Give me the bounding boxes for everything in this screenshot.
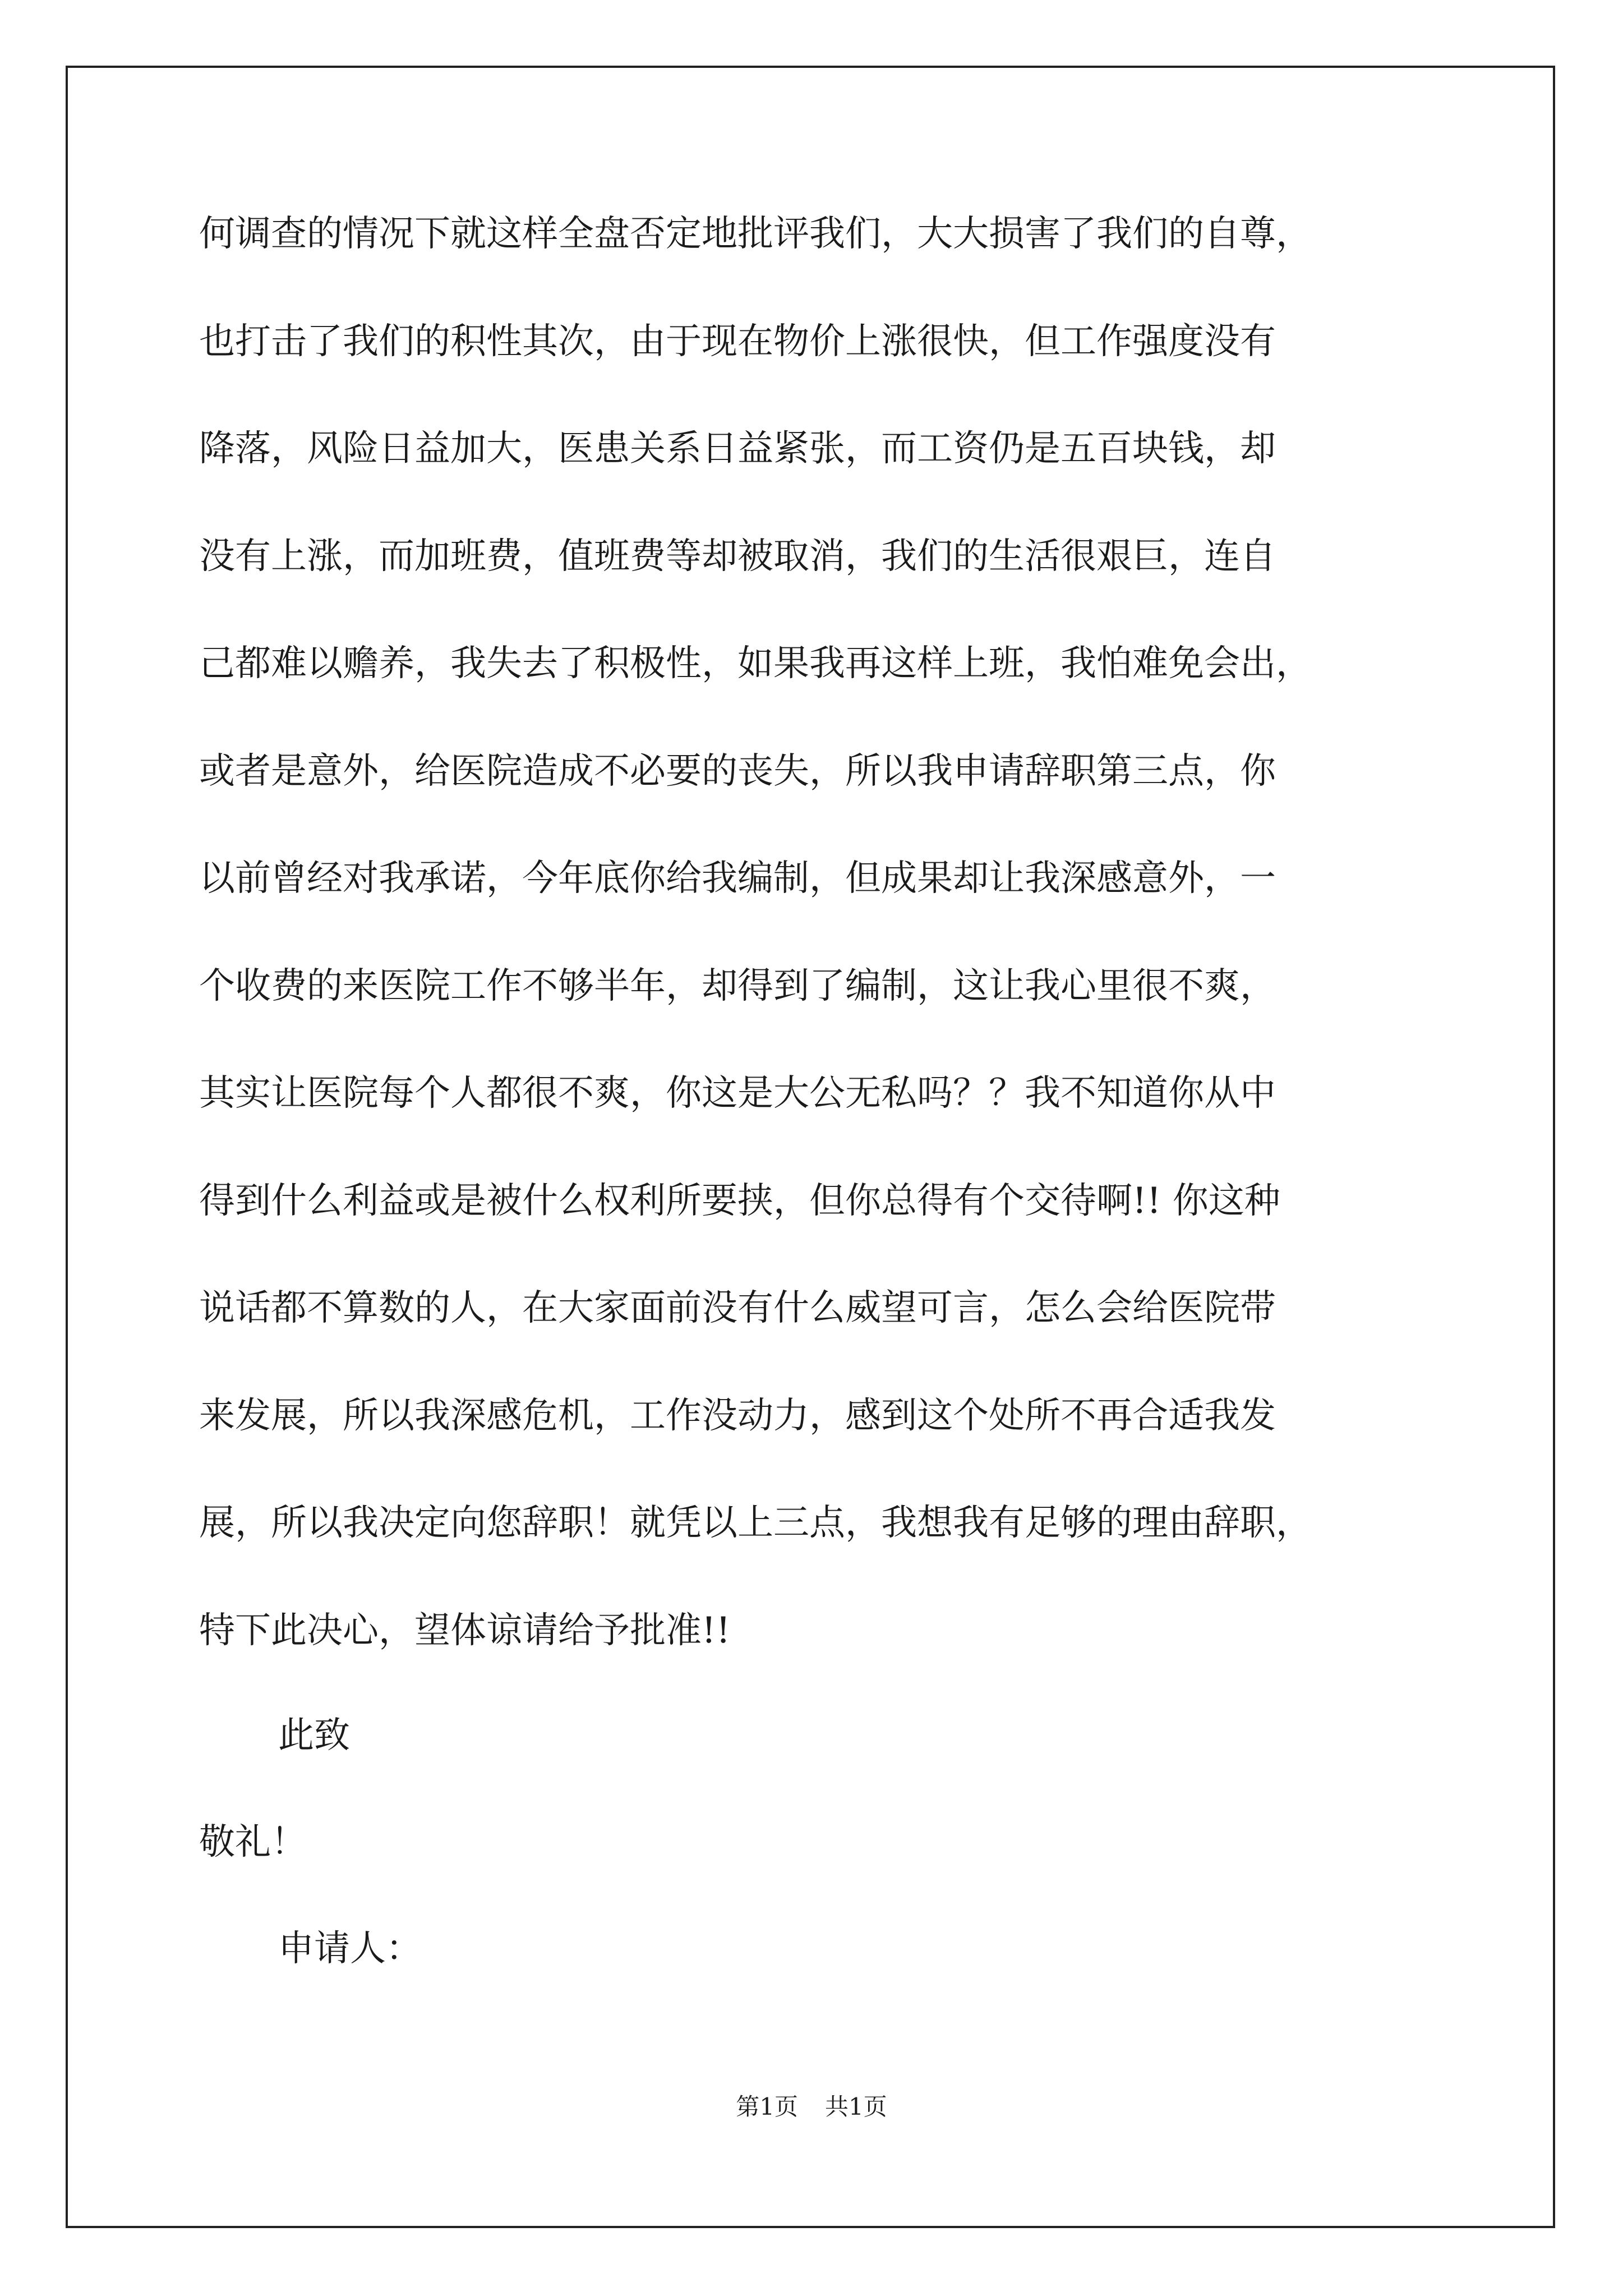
letter-line: 降落，风险日益加大，医患关系日益紧张，而工资仍是五百块钱，却 <box>199 428 1276 470</box>
letter-body <box>199 213 1467 1720</box>
page-number-total: 共1页 <box>825 2093 887 2120</box>
letter-line: 得到什么利益或是被什么权利所要挟，但你总得有个交待啊!! 你这种 <box>199 1180 1280 1222</box>
letter-line: 己都难以赡养，我失去了积极性，如果我再这样上班，我怕难免会出， <box>199 643 1312 684</box>
letter-line: 或者是意外，给医院造成不必要的丧失，所以我申请辞职第三点，你 <box>199 750 1276 792</box>
page-footer <box>0 2095 1623 2119</box>
letter-line: 其实让医院每个人都很不爽，你这是大公无私吗？？我不知道你从中 <box>199 1073 1276 1114</box>
letter-line: 展，所以我决定向您辞职！就凭以上三点，我想我有足够的理由辞职， <box>199 1502 1312 1544</box>
letter-line: 说话都不算数的人，在大家面前没有什么威望可言，怎么会给医院带 <box>199 1287 1276 1329</box>
closing-salutation: 此致 <box>278 1715 350 1756</box>
applicant-label: 申请人： <box>278 1928 422 1970</box>
letter-line: 特下此决心，望体谅请给予批准!! <box>199 1609 731 1651</box>
letter-line: 个收费的来医院工作不够半年，却得到了编制，这让我心里很不爽， <box>199 965 1276 1007</box>
letter-line: 没有上涨，而加班费，值班费等却被取消，我们的生活很艰巨，连自 <box>199 535 1276 577</box>
letter-line: 来发展，所以我深感危机，工作没动力，感到这个处所不再合适我发 <box>199 1395 1276 1437</box>
page-number-current: 第1页 <box>736 2093 798 2120</box>
letter-line: 也打击了我们的积性其次，由于现在物价上涨很快，但工作强度没有 <box>199 320 1276 362</box>
letter-line: 以前曾经对我承诺，今年底你给我编制，但成果却让我深感意外，一 <box>199 858 1276 899</box>
closing-regards: 敬礼！ <box>199 1821 307 1863</box>
letter-line: 何调查的情况下就这样全盘否定地批评我们，大大损害了我们的自尊， <box>199 213 1312 255</box>
